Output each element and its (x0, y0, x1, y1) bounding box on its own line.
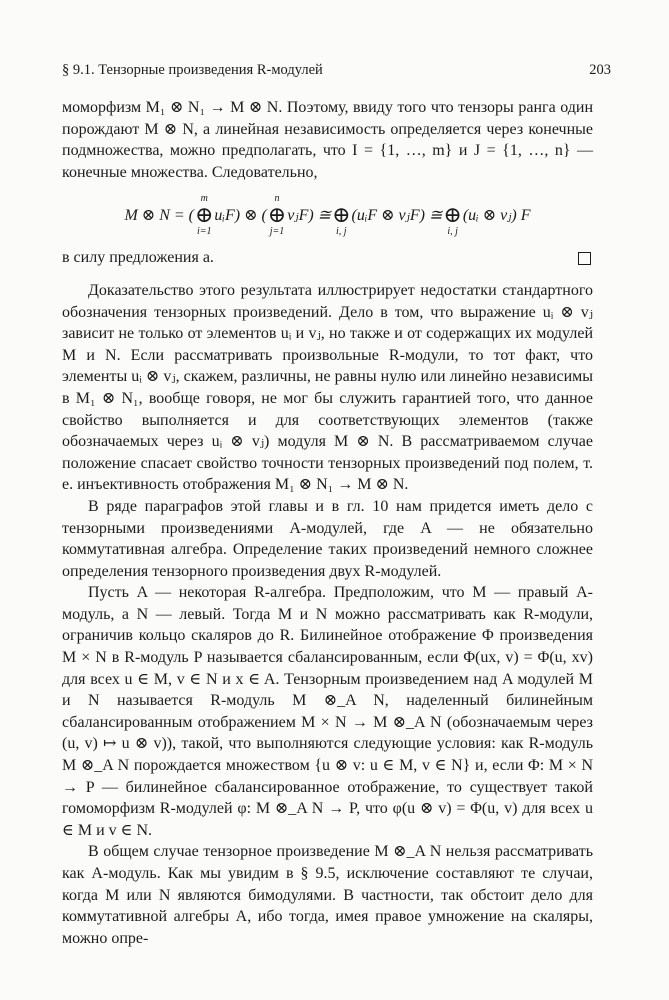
formula-rel-1: ) ≅ (308, 206, 332, 224)
oplus-icon: ⊕ (332, 202, 351, 228)
paragraph-5: Пусть A — некоторая R-алгебра. Предположим, что M — правый A-модуль, а N — левый. Тогда M и N можно рассматривать как R-модули, ограничив кольцо скаляров до R. Билинейное отображение Φ произведения M × N в R-модуль P называется сбалансированным, если Φ(ux, v) = Φ(u, xv) для всех u ∈ M, v ∈ N и x ∈ A. Тензорным произведением над A модулей M и N называется R-модуль M ⊗_A N, наделенный билинейным сбалансированным отображением M × N → M ⊗_A N (обозначаемым через (u, v) ↦ u ⊗ v)), такой, что выполняются следующие условия: как R-модуль M ⊗_A N порождается множеством {u ⊗ v: u ∈ M, v ∈ N} и, если Φ: M × N → P — билинейное сбалансированное отображение, то существует такой гомоморфизм R-модулей φ: M ⊗_A N → P, что φ(u ⊗ v) = Φ(u, v) для всех u ∈ M и v ∈ N. (62, 584, 593, 839)
paragraph-6: В общем случае тензорное произведение M ⊗_A N нельзя рассматривать как A-модуль. Как мы увидим в § 9.5, исключение составляют те случаи, когда M или N являются бимодулями. В частности, так обстоит дело для коммутативной алгебры A, ибо тогда, имея правое умножение на скаляры, можно опре- (62, 843, 593, 947)
paragraph-1: моморфизм M₁ ⊗ N₁ → M ⊗ N. Поэтому, ввиду того что тензоры ранга один порождают M ⊗ N, а линейная независимость определяется через конечные подмножества, можно предполагать, что I = {1, …, m} и J = {1, …, n} — конечные множества. Следовательно, (62, 99, 593, 181)
formula-lhs: M ⊗ N = ( (124, 206, 194, 224)
direct-sum-operator-1 (195, 193, 213, 237)
formula-term-3: (uᵢF ⊗ vⱼF) ≅ (351, 206, 443, 224)
paragraph-3: Доказательство этого результата иллюстрирует недостатки стандартного обозначения тензорных произведений. Дело в том, что выражение uᵢ ⊗ vⱼ зависит не только от элементов uᵢ и vⱼ, но также и от содержащих их модулей M и N. Если рассматривать произвольные R-модули, то тот факт, что элементы uᵢ ⊗ vⱼ, скажем, различны, не равны нулю или линейно независимы в M₁ ⊗ N₁, вообще говоря, не мог бы служить гарантией того, что данное свойство выполняется и для соответствующих элементов (также обозначаемых через uᵢ ⊗ vⱼ) модуля M ⊗ N. В рассматриваемом случае положение спасает свойство точности тензорных произведений под полем, т. е. инъективность отображения M₁ ⊗ N₁ → M ⊗ N. (62, 281, 593, 494)
paragraph-4: В ряде параграфов этой главы и в гл. 10 нам придется иметь дело с тензорными произведениями A-модулей, где A — не обязательно коммутативная алгебра. Определение таких произведений немного сложнее определения тензорного произведения двух R-модулей. (62, 497, 593, 580)
oplus-icon: ⊕ (194, 202, 214, 228)
formula-term-2: vⱼF (287, 206, 309, 224)
formula-mid: ) ⊗ ( (234, 206, 267, 224)
oplus-icon: ⊕ (443, 202, 462, 228)
direct-sum-operator-4 (443, 193, 461, 237)
oplus-icon: ⊕ (267, 202, 287, 228)
op1-upper-limit: m (200, 193, 208, 205)
page-number: 203 (589, 62, 611, 78)
running-header (62, 62, 611, 79)
op4-lower-limit: i, j (447, 226, 458, 238)
paragraph-2: в силу предложения а. (62, 249, 214, 267)
display-formula (62, 183, 593, 247)
op1-lower-limit: i=1 (196, 226, 212, 238)
proof-end-line (62, 247, 593, 269)
direct-sum-operator-3 (332, 193, 350, 237)
op2-lower-limit: j=1 (269, 226, 285, 238)
section-title: § 9.1. Тензорные произведения R-модулей (62, 62, 323, 78)
op3-lower-limit: i, j (336, 226, 347, 238)
formula-term-1: uᵢF (214, 206, 235, 224)
formula-term-4: (uᵢ ⊗ vⱼ) F (462, 206, 531, 224)
page-body (62, 97, 593, 949)
op2-upper-limit: n (274, 193, 280, 205)
qed-square-icon (578, 252, 591, 265)
direct-sum-operator-2 (268, 193, 286, 237)
